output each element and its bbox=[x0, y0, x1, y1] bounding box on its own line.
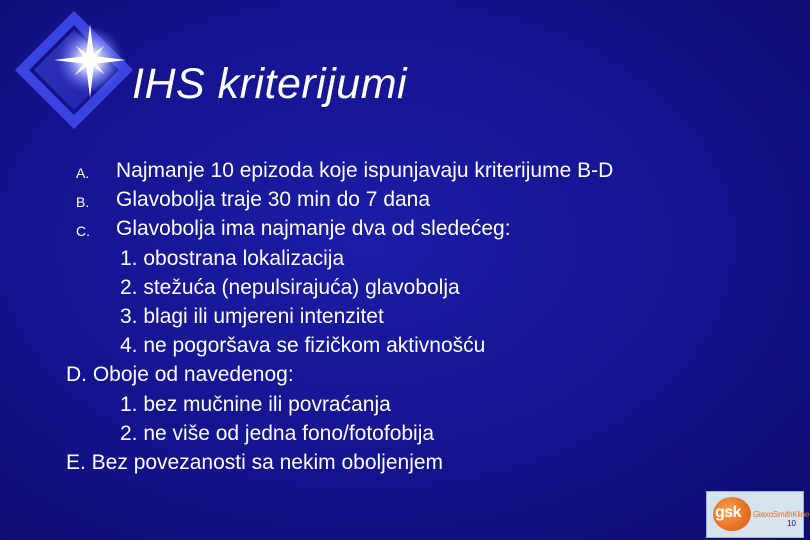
criterion-text: Glavobolja ima najmanje dva od sledećeg: bbox=[116, 217, 511, 241]
company-name: GlaxoSmithKline bbox=[753, 510, 810, 519]
criterion-c bbox=[66, 214, 790, 243]
list-item: 2. ne više od jedna fono/fotofobija bbox=[120, 421, 435, 445]
list-item: 4. ne pogoršava se fizičkom aktivnošću bbox=[120, 334, 486, 358]
criterion-b bbox=[66, 185, 790, 214]
criterion-e: E. Bez povezanosti sa nekim oboljenjem bbox=[66, 450, 444, 474]
list-item: 1. obostrana lokalizacija bbox=[120, 246, 345, 270]
list-marker: A. bbox=[76, 165, 90, 181]
list-item: 2. stežuća (nepulsirajuća) glavobolja bbox=[120, 275, 460, 299]
criterion-a bbox=[66, 156, 790, 185]
list-item: 3. blagi ili umjereni intenzitet bbox=[120, 304, 384, 328]
criteria-list bbox=[66, 156, 790, 477]
gsk-letters: gsk bbox=[715, 504, 742, 521]
gsk-logo bbox=[706, 491, 810, 538]
list-marker: C. bbox=[76, 223, 90, 240]
slide-title: IHS kriterijumi bbox=[132, 60, 408, 108]
list-item: 1. bez mučnine ili povraćanja bbox=[120, 392, 391, 416]
list-marker: B. bbox=[76, 194, 90, 211]
page-number: 10 bbox=[787, 519, 796, 528]
criterion-text: Najmanje 10 epizoda koje ispunjavaju kriterijume B-D bbox=[116, 159, 614, 182]
criterion-d: D. Oboje od navedenog: bbox=[66, 363, 294, 387]
criterion-text: Glavobolja traje 30 min do 7 dana bbox=[116, 188, 431, 212]
